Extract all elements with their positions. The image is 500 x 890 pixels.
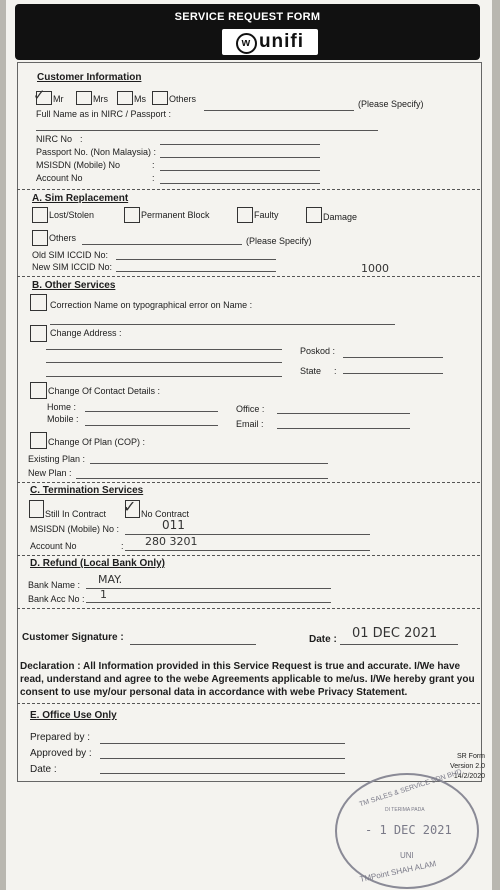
signature-line[interactable] (130, 644, 256, 645)
mr-check-mark: ✓ (33, 86, 46, 104)
msisdn-colon: : (152, 160, 155, 170)
state-label: State (300, 366, 322, 376)
mr-label: Mr (53, 94, 64, 104)
form-version: Version 2.0 (449, 763, 485, 770)
email-label: Email : (236, 419, 264, 429)
passport-line[interactable] (160, 157, 320, 158)
still-contract-checkbox[interactable] (29, 500, 44, 518)
address-label: Change Address : (50, 328, 122, 338)
no-contract-label: No Contract (141, 509, 190, 519)
stamp-top-text: TM SALES & SERVICE SDN BHD (358, 768, 463, 809)
signature-label: Customer Signature : (22, 632, 124, 643)
nirc-label: NIRC No (36, 134, 73, 144)
account-line[interactable] (160, 183, 320, 184)
term-msisdn-label: MSISDN (Mobile) No : (30, 524, 120, 534)
stamp-bottom-text: TMPoint SHAH ALAM (358, 859, 437, 884)
bank-acc-value: 1 (100, 588, 107, 601)
refund-section-title: D. Refund (Local Bank Only) (30, 558, 166, 569)
sim-please-specify: (Please Specify) (246, 236, 312, 246)
date-line[interactable] (340, 644, 458, 645)
plan-checkbox[interactable] (30, 432, 47, 449)
customer-section-title: Customer Information (37, 72, 142, 83)
bank-name-label: Bank Name : (28, 580, 81, 590)
mobile-line[interactable] (85, 425, 218, 426)
bank-name-value: MAY. (98, 573, 123, 586)
correction-label: Correction Name on typographical error on Name : (50, 300, 253, 310)
poskod-label: Poskod : (300, 346, 336, 356)
old-iccid-label: Old SIM ICCID No: (32, 250, 109, 260)
lost-stolen-checkbox[interactable] (32, 207, 48, 223)
no-contract-check-mark: ✓ (123, 497, 137, 516)
home-label: Home : (47, 402, 77, 412)
correction-checkbox[interactable] (30, 294, 47, 311)
nirc-line[interactable] (160, 144, 320, 145)
ms-checkbox[interactable] (117, 91, 133, 105)
customer-please-specify: (Please Specify) (358, 99, 424, 109)
logo-text: unifi (258, 31, 305, 52)
prepared-line[interactable] (100, 743, 345, 744)
home-line[interactable] (85, 411, 218, 412)
term-account-value: 280 3201 (145, 535, 198, 548)
state-colon: : (334, 366, 337, 376)
email-line[interactable] (277, 428, 410, 429)
faulty-label: Faulty (254, 210, 279, 220)
ms-label: Ms (134, 94, 146, 104)
damage-checkbox[interactable] (306, 207, 322, 223)
term-account-label: Account No (30, 541, 77, 551)
term-msisdn-value: 011 (162, 518, 185, 532)
received-stamp (335, 768, 479, 889)
faulty-checkbox[interactable] (237, 207, 253, 223)
form-header (15, 4, 480, 60)
section-divider (17, 608, 480, 609)
old-iccid-line[interactable] (116, 259, 276, 260)
margin-note: 1000 (361, 262, 389, 275)
existing-plan-line[interactable] (90, 463, 328, 464)
new-plan-line[interactable] (76, 478, 328, 479)
address-checkbox[interactable] (30, 325, 47, 342)
damage-label: Damage (323, 212, 358, 222)
section-divider (17, 703, 480, 704)
office-date-line[interactable] (100, 773, 345, 774)
stamp-small-text: DI TERIMA PADA (385, 807, 425, 813)
unifi-logo (222, 29, 318, 55)
office-date-label: Date : (30, 764, 57, 775)
full-name-label: Full Name as in NIRC / Passport : (36, 109, 172, 119)
bank-acc-line[interactable] (86, 602, 331, 603)
address-line-3[interactable] (46, 376, 282, 377)
declaration-text: Declaration : All Information provided in this Service Request is true and accurate. I/We have read, understand and agree to the webe Agreements applicable to me/us. I/We hereby grant you consent to use my/our personal data in accordance with webe Privacy Statement. (20, 661, 475, 698)
bank-acc-label: Bank Acc No : (28, 594, 85, 604)
mobile-label: Mobile : (47, 414, 79, 424)
other-section-title: B. Other Services (32, 280, 116, 291)
stamp-unit: UNI (400, 851, 414, 860)
state-line[interactable] (343, 373, 443, 374)
section-divider (17, 555, 480, 556)
account-label: Account No (36, 173, 83, 183)
nirc-colon: : (80, 134, 83, 144)
term-account-line[interactable] (125, 550, 370, 551)
date-value: 01 DEC 2021 (352, 626, 438, 641)
termination-section-title: C. Termination Services (30, 485, 144, 496)
existing-plan-label: Existing Plan : (28, 454, 86, 464)
office-label: Office : (236, 404, 265, 414)
passport-label: Passport No. (Non Malaysia) : (36, 147, 157, 157)
others-specify-line[interactable] (204, 110, 354, 111)
section-divider (17, 189, 480, 190)
address-line-2[interactable] (46, 362, 282, 363)
form-date: 14/2/2020 (453, 773, 485, 780)
plan-label: Change Of Plan (COP) : (48, 437, 146, 447)
poskod-line[interactable] (343, 357, 443, 358)
mrs-label: Mrs (93, 94, 108, 104)
msisdn-label: MSISDN (Mobile) No (36, 160, 121, 170)
office-line[interactable] (277, 413, 410, 414)
permanent-block-checkbox[interactable] (124, 207, 140, 223)
stamp-date: - 1 DEC 2021 (365, 823, 452, 837)
sim-others-checkbox[interactable] (32, 230, 48, 246)
account-colon: : (152, 173, 155, 183)
msisdn-line[interactable] (160, 170, 320, 171)
approved-label: Approved by : (30, 748, 92, 759)
full-name-line[interactable] (36, 130, 378, 131)
sim-others-line[interactable] (82, 244, 242, 245)
date-label: Date : (309, 634, 337, 645)
approved-line[interactable] (100, 758, 345, 759)
others-label: Others (169, 94, 197, 104)
form-title: SERVICE REQUEST FORM (174, 11, 321, 23)
office-section-title: E. Office Use Only (30, 710, 117, 721)
form-code: SR Form (457, 753, 485, 760)
lost-stolen-label: Lost/Stolen (49, 210, 95, 220)
term-account-colon: : (121, 541, 124, 551)
unifi-logo-icon: w (236, 33, 257, 54)
section-divider (17, 276, 480, 277)
contact-checkbox[interactable] (30, 382, 47, 399)
mrs-checkbox[interactable] (76, 91, 92, 105)
section-divider (17, 482, 480, 483)
new-iccid-line[interactable] (116, 271, 276, 272)
bank-name-line[interactable] (86, 588, 331, 589)
prepared-label: Prepared by : (30, 732, 91, 743)
sim-section-title: A. Sim Replacement (32, 193, 129, 204)
address-line-1[interactable] (46, 349, 282, 350)
permanent-block-label: Permanent Block (141, 210, 210, 220)
new-plan-label: New Plan : (28, 468, 72, 478)
sim-others-label: Others (49, 233, 77, 243)
new-iccid-label: New SIM ICCID No: (32, 262, 113, 272)
contact-label: Change Of Contact Details : (48, 386, 161, 396)
still-contract-label: Still In Contract (45, 509, 107, 519)
others-checkbox[interactable] (152, 91, 168, 105)
correction-line[interactable] (50, 324, 395, 325)
